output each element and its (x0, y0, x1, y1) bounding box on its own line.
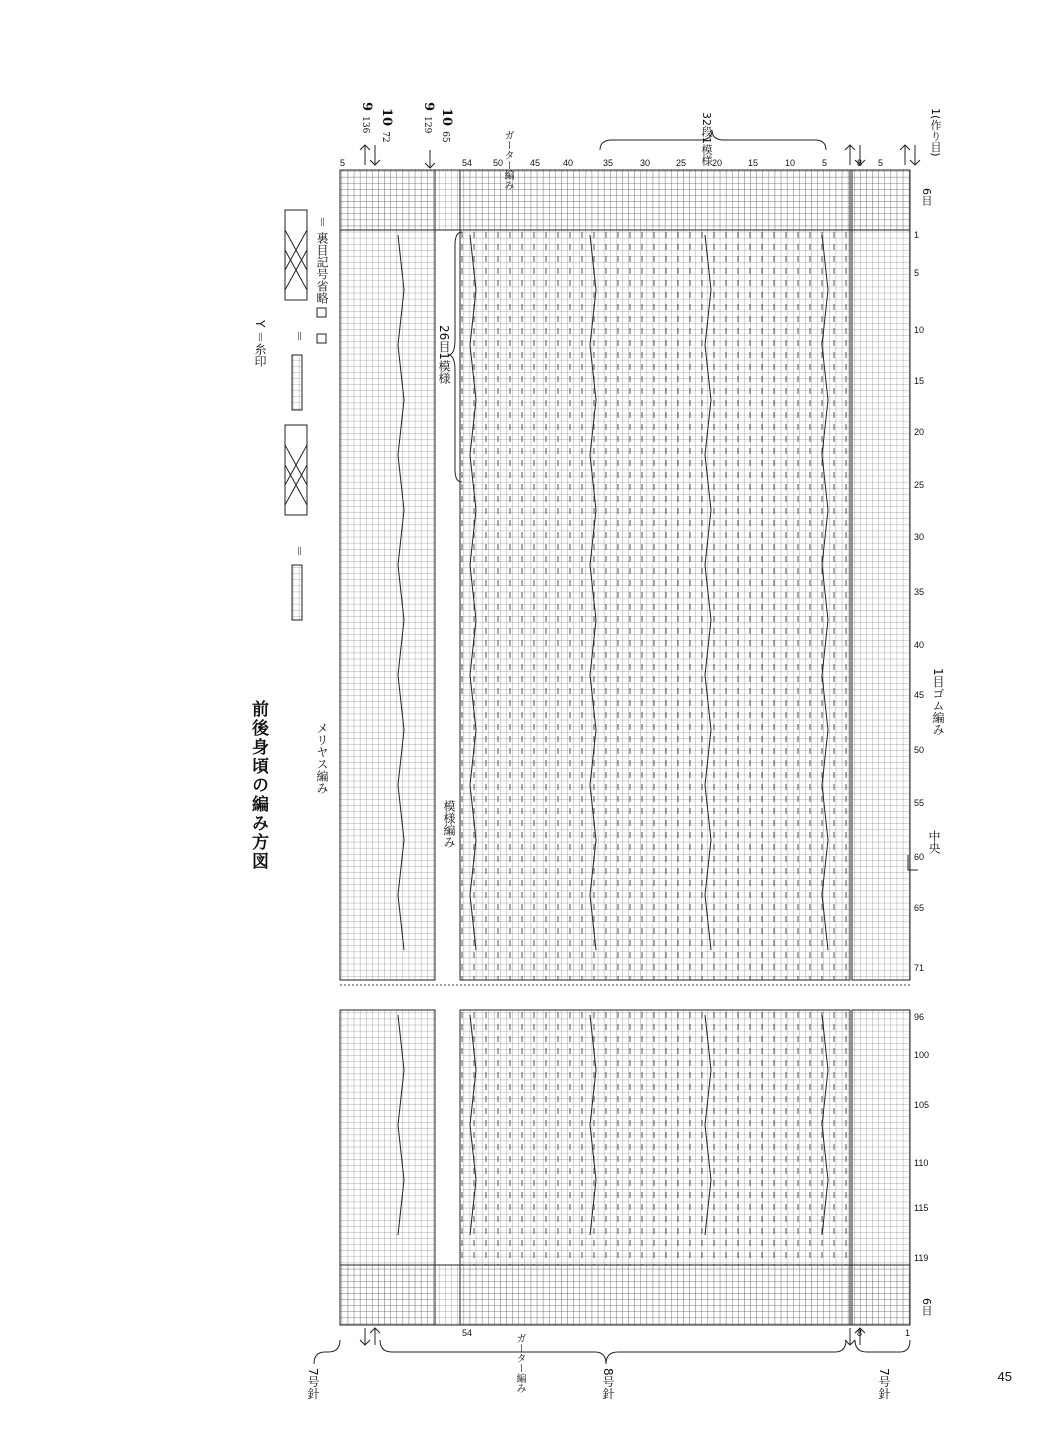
label-pattern-stitch: 模様編み (442, 800, 456, 848)
brace-needle-8 (380, 1340, 846, 1364)
label-cast-on: 1(作り目) (929, 108, 942, 157)
label-garter-top: ガーター編み (502, 130, 513, 190)
label-repeat-26: 26目1模様 (437, 325, 451, 384)
label-six-top: 6目 (920, 188, 933, 206)
label-ribbing: 1目ゴム編み (931, 668, 945, 736)
row-number: 10 (785, 158, 796, 168)
brace-needle-7-left (314, 1340, 340, 1364)
row-number: 40 (563, 158, 574, 168)
chart-lower (340, 1010, 910, 1325)
column-number: 96 (914, 1012, 925, 1022)
column-number: 110 (914, 1158, 929, 1168)
arrow-top-2 (425, 150, 435, 168)
label-garter-bottom: ガーター編み (514, 1333, 525, 1393)
legend-purl-omitted: ＝ 裏目記号省略 (315, 216, 329, 304)
row-number: 1 (905, 1328, 911, 1338)
column-number: 105 (914, 1100, 930, 1110)
label-stockinette: メリヤス編み (315, 722, 329, 794)
row-number: 35 (603, 158, 614, 168)
garter-bottom-band (340, 1265, 910, 1325)
purl-empty-symbol (317, 334, 326, 343)
needle-left: 7号針 (306, 1368, 320, 1400)
cable-symbol-1 (285, 425, 307, 620)
size-label-4: 10 65 (439, 108, 454, 143)
row-number: 30 (640, 158, 651, 168)
column-number: 60 (914, 852, 925, 862)
size-label-3: 9 129 (421, 102, 436, 134)
legend-equals-1: ＝ (292, 545, 306, 558)
column-number: 5 (914, 268, 920, 278)
row-number: 54 (462, 1328, 473, 1338)
label-six-bottom: 6目 (920, 1298, 933, 1316)
row-number: 25 (676, 158, 687, 168)
column-number: 15 (914, 376, 925, 386)
knit-symbol (317, 308, 326, 317)
row-number: 5 (878, 158, 884, 168)
column-number: 1 (914, 230, 920, 240)
pattern-dashes-upper (460, 230, 850, 980)
needle-middle: 8号針 (601, 1368, 615, 1400)
row-number: 50 (493, 158, 504, 168)
brace-needle-7-right (855, 1340, 910, 1352)
column-number: 119 (914, 1253, 929, 1263)
arrow-top-1 (360, 145, 380, 165)
column-number: 45 (914, 690, 925, 700)
row-number: 54 (462, 158, 473, 168)
row-number: 8 (857, 158, 863, 168)
needle-right: 7号針 (877, 1368, 891, 1400)
cable-symbol-2 (285, 210, 307, 410)
chart-title: 前後身頃の編み方図 (248, 700, 268, 871)
arrow-top-4 (900, 145, 920, 165)
page-number: 45 (997, 1369, 1012, 1384)
label-repeat-32: 32段1模様 (700, 112, 713, 166)
row-number: 20 (712, 158, 723, 168)
size-label-1: 9 136 (359, 102, 374, 134)
arrow-bottom-1 (360, 1328, 380, 1345)
label-center: 中央 (927, 830, 941, 854)
column-number: 20 (914, 427, 925, 437)
row-number: 8 (857, 1328, 863, 1338)
column-number: 65 (914, 903, 925, 913)
column-number: 71 (914, 963, 925, 973)
row-number: 45 (530, 158, 541, 168)
legend-yarn-mark: Y ＝糸印 (253, 320, 267, 368)
legend-equals-2: ＝ (292, 330, 306, 343)
column-number: 25 (914, 480, 925, 490)
garter-top-band (340, 170, 910, 230)
column-number: 50 (914, 745, 925, 755)
row-number: 5 (340, 158, 346, 168)
row-number: 15 (748, 158, 759, 168)
column-number: 115 (914, 1203, 929, 1213)
column-number: 10 (914, 325, 925, 335)
column-number: 30 (914, 532, 925, 542)
column-number: 55 (914, 798, 925, 808)
column-number: 35 (914, 587, 925, 597)
chart-upper (340, 170, 910, 985)
stockinette-block-upper (340, 170, 435, 980)
column-number: 40 (914, 640, 925, 650)
row-number: 5 (822, 158, 828, 168)
pattern-dashes-lower (460, 1010, 850, 1265)
size-label-2: 10 72 (379, 108, 394, 143)
column-number: 100 (914, 1050, 930, 1060)
ribbing-block-upper (852, 170, 910, 980)
